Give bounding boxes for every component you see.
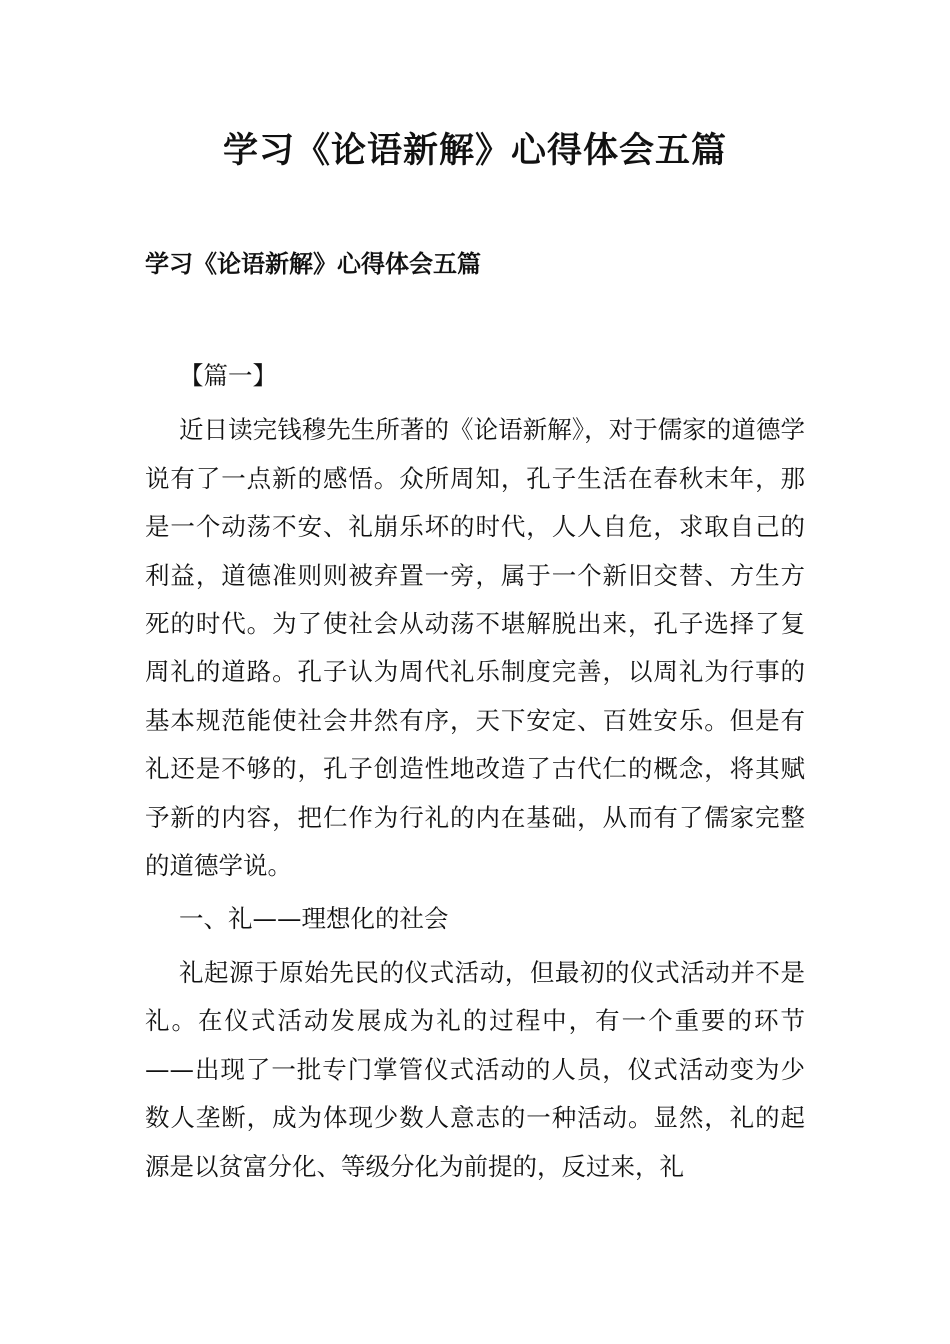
document-body [145,352,805,1191]
section-mark: 【篇一】 [179,361,277,390]
document-subtitle: 学习《论语新解》心得体会五篇 [145,250,481,278]
document-title: 学习《论语新解》心得体会五篇 [222,131,727,171]
paragraph-li-origin: 礼起源于原始先民的仪式活动，但最初的仪式活动并不是礼。在仪式活动发展成为礼的过程中，有一个重要的环节——出现了一批专门掌管仪式活动的人员，仪式活动变为少数人垄断，成为体现少数人意志的一种活动。显然，礼的起源是以贫富分化、等级分化为前提的，反过来，礼 [145,957,805,1181]
paragraph-intro: 近日读完钱穆先生所著的《论语新解》，对于儒家的道德学说有了一点新的感悟。众所周知，孔子生活在春秋末年，那是一个动荡不安、礼崩乐坏的时代，人人自危，求取自己的利益，道德准则则被弃置一旁，属于一个新旧交替、方生方死的时代。为了使社会从动荡不堪解脱出来，孔子选择了复周礼的道路。孔子认为周代礼乐制度完善，以周礼为行事的基本规范能使社会井然有序，天下安定、百姓安乐。但是有礼还是不够的，孔子创造性地改造了古代仁的概念，将其赋予新的内容，把仁作为行礼的内在基础，从而有了儒家完整的道德学说。 [145,415,805,881]
section-heading: 一、礼——理想化的社会 [179,904,449,934]
